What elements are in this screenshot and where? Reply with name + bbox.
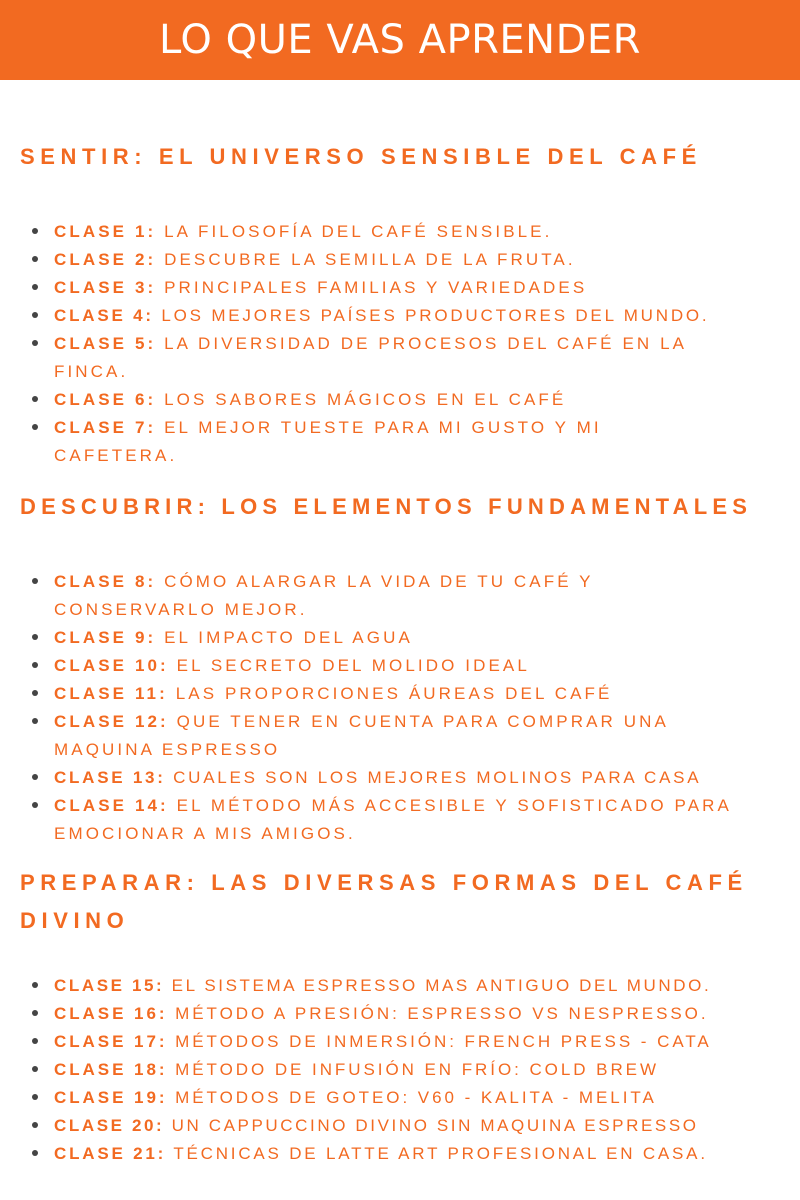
lesson-item (0, 1084, 800, 1112)
lesson-text: CÓMO ALARGAR LA VIDA DE TU CAFÉ Y CONSERVARLO MEJOR. (54, 572, 594, 619)
section-heading: DESCUBRIR: LOS ELEMENTOS FUNDAMENTALES (20, 494, 753, 519)
lesson-item (0, 1112, 800, 1140)
lesson-label: CLASE 19: (54, 1088, 168, 1107)
bullet-icon (32, 1038, 38, 1044)
lesson-item (0, 792, 760, 848)
bullet-icon (32, 982, 38, 988)
section-preparar (0, 864, 800, 1168)
lesson-label: CLASE 3: (54, 278, 157, 297)
lesson-text: LAS PROPORCIONES ÁUREAS DEL CAFÉ (175, 684, 613, 703)
bullet-icon (32, 1150, 38, 1156)
lesson-item (0, 708, 750, 764)
section-sentir (0, 138, 800, 470)
lesson-label: CLASE 5: (54, 334, 157, 353)
lesson-label: CLASE 17: (54, 1032, 168, 1051)
bullet-icon (32, 774, 38, 780)
lesson-label: CLASE 7: (54, 418, 157, 437)
lesson-item (0, 568, 700, 624)
lesson-item (0, 972, 800, 1000)
lesson-label: CLASE 4: (54, 306, 154, 325)
lesson-text: TÉCNICAS DE LATTE ART PROFESIONAL EN CASA. (173, 1144, 708, 1163)
lesson-list (0, 972, 800, 1168)
lesson-text: EL MÉTODO MÁS ACCESIBLE Y SOFISTICADO PARA EMOCIONAR A MIS AMIGOS. (54, 796, 732, 843)
lesson-text: LA DIVERSIDAD DE PROCESOS DEL CAFÉ EN LA FINCA. (54, 334, 687, 381)
lesson-label: CLASE 21: (54, 1144, 167, 1163)
bullet-icon (32, 718, 38, 724)
bullet-icon (32, 690, 38, 696)
section-heading: SENTIR: EL UNIVERSO SENSIBLE DEL CAFÉ (20, 144, 702, 169)
lesson-list (0, 568, 800, 848)
lesson-item (0, 302, 800, 330)
lesson-text: DESCUBRE LA SEMILLA DE LA FRUTA. (164, 250, 576, 269)
bullet-icon (32, 1122, 38, 1128)
lesson-text: UN CAPPUCCINO DIVINO SIN MAQUINA ESPRESSO (171, 1116, 699, 1135)
bullet-icon (32, 1094, 38, 1100)
lesson-text: EL IMPACTO DEL AGUA (164, 628, 413, 647)
lesson-item (0, 652, 800, 680)
lesson-text: MÉTODOS DE GOTEO: V60 - KALITA - MELITA (175, 1088, 657, 1107)
lesson-label: CLASE 9: (54, 628, 157, 647)
lesson-list (0, 218, 800, 470)
lesson-text: LA FILOSOFÍA DEL CAFÉ SENSIBLE. (164, 222, 553, 241)
lesson-label: CLASE 1: (54, 222, 157, 241)
lesson-item (0, 764, 800, 792)
lesson-text: EL MEJOR TUESTE PARA MI GUSTO Y MI CAFETERA. (54, 418, 602, 465)
bullet-icon (32, 578, 38, 584)
bullet-icon (32, 802, 38, 808)
lesson-label: CLASE 13: (54, 768, 166, 787)
bullet-icon (32, 256, 38, 262)
lesson-text: LOS SABORES MÁGICOS EN EL CAFÉ (164, 390, 567, 409)
lesson-label: CLASE 6: (54, 390, 157, 409)
header-banner (0, 0, 800, 80)
lesson-text: EL SISTEMA ESPRESSO MAS ANTIGUO DEL MUNDO. (171, 976, 712, 995)
lesson-text: LOS MEJORES PAÍSES PRODUCTORES DEL MUNDO. (161, 306, 710, 325)
lesson-item (0, 1028, 800, 1056)
lesson-label: CLASE 15: (54, 976, 165, 995)
lesson-text: EL SECRETO DEL MOLIDO IDEAL (176, 656, 530, 675)
lesson-item (0, 1056, 800, 1084)
lesson-item (0, 680, 800, 708)
lesson-text: MÉTODO DE INFUSIÓN EN FRÍO: COLD BREW (175, 1060, 659, 1079)
lesson-item (0, 246, 800, 274)
lesson-label: CLASE 2: (54, 250, 157, 269)
lesson-label: CLASE 14: (54, 796, 169, 815)
lesson-item (0, 624, 800, 652)
lesson-item (0, 1000, 800, 1028)
lesson-label: CLASE 16: (54, 1004, 168, 1023)
lesson-item (0, 218, 800, 246)
bullet-icon (32, 662, 38, 668)
lesson-text: MÉTODOS DE INMERSIÓN: FRENCH PRESS - CATA (175, 1032, 712, 1051)
lesson-text: CUALES SON LOS MEJORES MOLINOS PARA CASA (173, 768, 702, 787)
lesson-text: PRINCIPALES FAMILIAS Y VARIEDADES (164, 278, 588, 297)
lesson-label: CLASE 20: (54, 1116, 165, 1135)
lesson-label: CLASE 11: (54, 684, 168, 703)
lesson-text: MÉTODO A PRESIÓN: ESPRESSO VS NESPRESSO. (175, 1004, 709, 1023)
lesson-label: CLASE 12: (54, 712, 169, 731)
section-descubrir (0, 488, 800, 848)
bullet-icon (32, 228, 38, 234)
section-heading: PREPARAR: LAS DIVERSAS FORMAS DEL CAFÉ DIVINO (20, 870, 748, 933)
bullet-icon (32, 312, 38, 318)
bullet-icon (32, 1010, 38, 1016)
bullet-icon (32, 1066, 38, 1072)
lesson-label: CLASE 10: (54, 656, 169, 675)
lesson-item (0, 386, 800, 414)
bullet-icon (32, 340, 38, 346)
lesson-item (0, 1140, 800, 1168)
lesson-label: CLASE 18: (54, 1060, 168, 1079)
bullet-icon (32, 634, 38, 640)
lesson-text: QUE TENER EN CUENTA PARA COMPRAR UNA MAQUINA ESPRESSO (54, 712, 668, 759)
lesson-item (0, 414, 700, 470)
lesson-label: CLASE 8: (54, 572, 157, 591)
bullet-icon (32, 284, 38, 290)
bullet-icon (32, 424, 38, 430)
page-title: LO QUE VAS APRENDER (159, 17, 641, 63)
lesson-item (0, 274, 800, 302)
bullet-icon (32, 396, 38, 402)
lesson-item (0, 330, 760, 386)
